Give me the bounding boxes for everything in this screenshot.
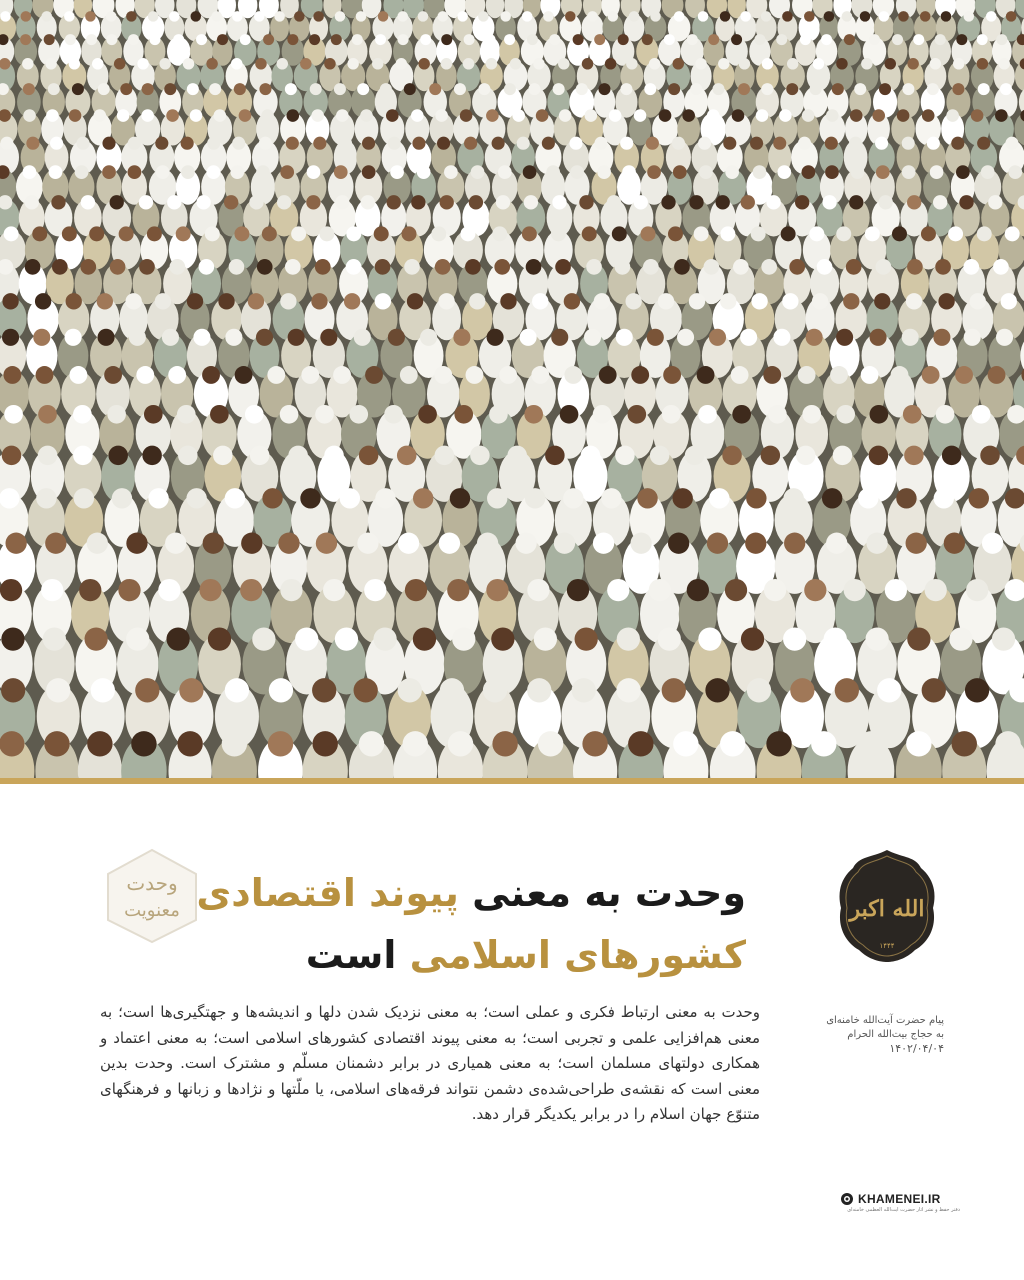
caption-line-2: به حجاج بیت‌الله الحرام [847,1029,944,1040]
khamenei-ir-logo[interactable] [836,1192,966,1218]
caption-date: ۱۴۰۲/۰۴/۰۴ [889,1042,944,1055]
caption-line-1: پیام حضرت آیت‌الله خامنه‌ای [826,1015,944,1026]
calligraphy-badge-icon [833,848,941,964]
emblem-line-1: وحدت [126,871,178,895]
badge-year: ۱۴۴۴ [879,942,895,950]
emblem-hexagon-icon [100,848,204,944]
logo-mark-icon [840,1192,854,1206]
logo-subtitle: دفتر حفظ و نشر آثار حضرت آیت‌الله العظمی خامنه‌ای [847,1207,960,1213]
headline-line-1-highlight: پیوند اقتصادی [196,871,459,915]
headline-line-2-suffix: است [305,933,410,977]
badge-calligraphy: الله اکبر [849,896,925,922]
quote-body: وحدت به معنی ارتباط فکری و عملی است؛ به معنی نزدیک شدن دلها و اندیشه‌ها و جهتگیری‌ها است؛ به معنی هم‌افزایی علمی و تجربی است؛ به معنی پیوند اقتصادی کشورهای اسلامی است؛ به معنی اعتماد و همکاری دولتهای مسلمان است؛ به معنی همیاری در برابر دشمنان مسلّم و مشترک است. وحدت بدین معنی است که نقشه‌ی طراحی‌شده‌ی دشمن نتواند فرقه‌های اسلامی، یا ملّتها و نژادها و زبانها و فرهنگهای متنوّع جهان اسلام را در برابر یکدیگر قرار دهد. [100,1003,760,1124]
logo-name: KHAMENEI.IR [858,1192,941,1206]
unity-spirituality-emblem [100,848,204,944]
headline [196,862,746,986]
headline-line-2 [226,924,746,986]
allahu-akbar-badge [833,848,941,964]
headline-line-1-prefix: وحدت به معنی [458,871,746,915]
message-caption [790,1014,944,1056]
headline-line-1 [196,862,746,924]
headline-line-2-highlight: کشورهای اسلامی [409,933,746,977]
emblem-line-2: معنویت [124,900,180,921]
